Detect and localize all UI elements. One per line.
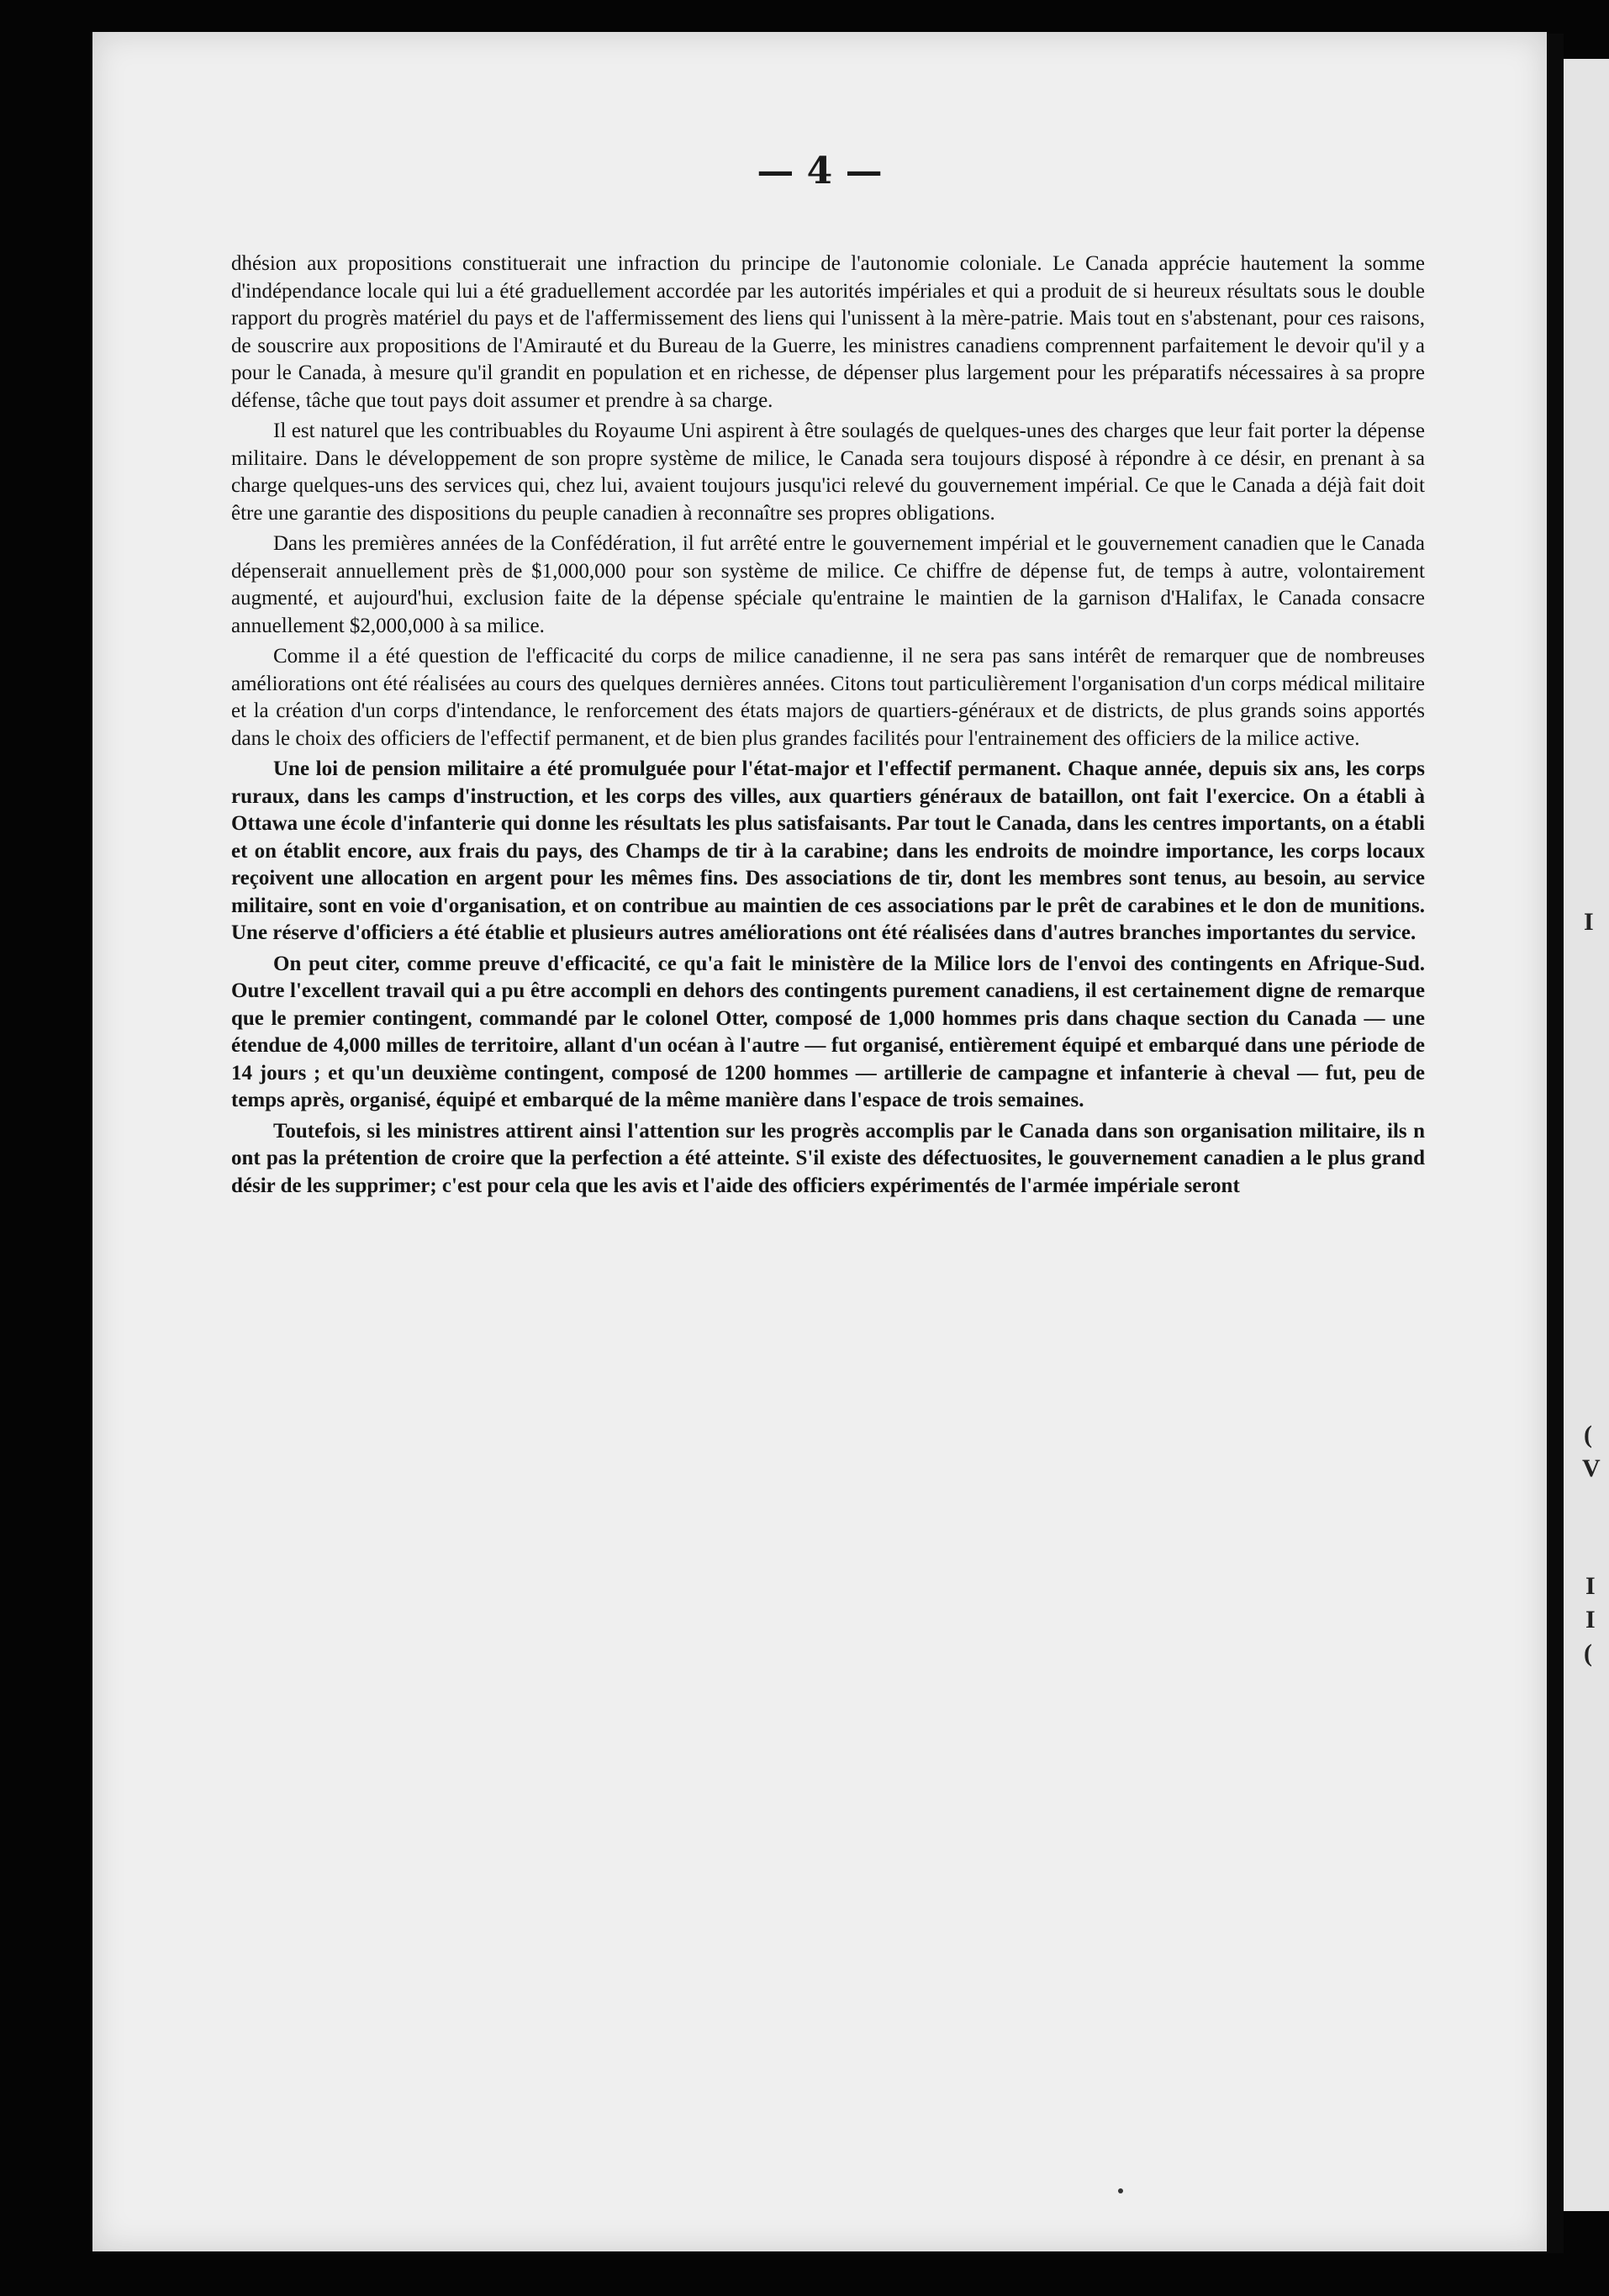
edge-mark-6: ( [1584, 1639, 1592, 1667]
body-text [231, 251, 1425, 1203]
ink-speck [1118, 2188, 1123, 2193]
paragraph-5: Une loi de pension militaire a été promulguée pour l'état-major et l'effectif permanent. Chaque année, depuis six ans, les corps ruraux, dans les camps d'instruction, et les corps des villes, aux quartiers généraux de bataillon, ont fait l'exercice. On a établi à Ottawa une école d'infanterie qui donne les résultats les plus satisfaisants. Par tout le Canada, dans les centres importants, on a établi et on établit encore, aux frais du pays, des Champs de tir à la carabine; dans les endroits de moindre importance, les corps locaux reçoivent une allocation en argent pour les mêmes fins. Des associations de tir, dont les membres sont tenus, au besoin, au service militaire, sont en voie d'organisation, et on contribue au maintien de ces associations par le prêt de carabines et le don de munitions. Une réserve d'officiers a été établie et plusieurs autres améliorations ont été réalisées dans d'autres branches importantes du service. [231, 757, 1425, 944]
paragraph-2: Il est naturel que les contribuables du Royaume Uni aspirent à être soulagés de quelques-unes des charges que leur fait porter la dépense militaire. Dans le développement de son propre système de milice, le Canada sera toujours disposé à répondre à ce désir, en prenant à sa charge quelques-uns des services qui, chez lui, avaient toujours jusqu'ici relevé du gouvernement impérial. Ce que le Canada a déjà fait doit être une garantie des dispositions du peuple canadien à reconnaître ses propres obligations. [231, 420, 1425, 525]
edge-mark-3: V [1582, 1454, 1601, 1482]
edge-mark-2: ( [1584, 1421, 1592, 1449]
edge-mark-4: I [1585, 1572, 1596, 1600]
document-page [92, 32, 1547, 2251]
paragraph-1: dhésion aux propositions constituerait une infraction du principe de l'autonomie coloniale. Le Canada apprécie hautement la somme d'indépendance locale qui lui a été graduellement accordée par les autorités impériales et qui a produit de si heureux résultats sous le double rapport du progrès matériel du pays et de l'affermissement des liens qui l'unissent à la mère-patrie. Mais tout en s'abstenant, pour ces raisons, de souscrire aux propositions de l'Amirauté et du Bureau de la Guerre, les ministres canadiens comprennent parfaitement le devoir qu'il y a pour le Canada, à mesure qu'il grandit en population et en richesse, de dépenser plus largement pour les préparatifs nécessaires à sa propre défense, tâche que tout pays doit assumer et prendre à sa charge. [231, 252, 1425, 412]
page-number: — 4 — [757, 150, 883, 193]
paragraph-6: On peut citer, comme preuve d'efficacité, ce qu'a fait le ministère de la Milice lors de l'envoi des contingents en Afrique-Sud. Outre l'excellent travail qui a pu être accompli en dehors des contingents purement canadiens, il est certainement digne de remarque que le premier contingent, commandé par le colonel Otter, composé de 1,000 hommes pris dans chaque section du Canada — une étendue de 4,000 milles de territoire, allant d'un océan à l'autre — fut organisé, entièrement équipé et embarqué dans une période de 14 jours ; et qu'un deuxième contingent, composé de 1200 hommes — artillerie de campagne et infanterie à cheval — fut, peu de temps après, organisé, équipé et embarqué de la même manière dans l'espace de trois semaines. [231, 952, 1425, 1111]
edge-mark-1: I [1584, 908, 1594, 936]
edge-mark-5: I [1585, 1606, 1596, 1634]
paragraph-7: Toutefois, si les ministres attirent ainsi l'attention sur les progrès accomplis par le Canada dans son organisation militaire, ils n ont pas la prétention de croire que la perfection a été atteinte. S'il existe des défectuosites, le gouvernement canadien a le plus grand désir de les supprimer; c'est pour cela que les avis et l'aide des officiers expérimentés de l'armée impériale seront [231, 1119, 1425, 1197]
paragraph-3: Dans les premières années de la Confédération, il fut arrêté entre le gouvernement impérial et le gouvernement canadien que le Canada dépenserait annuellement près de $1,000,000 pour son système de milice. Ce chiffre de dépense fut, de temps à autre, volontairement augmenté, et aujourd'hui, exclusion faite de la dépense spéciale qu'entraine le maintien de la garnison d'Halifax, le Canada consacre annuellement $2,000,000 à sa milice. [231, 532, 1425, 637]
page-fold-shadow [1547, 34, 1564, 2253]
paragraph-4: Comme il a été question de l'efficacité du corps de milice canadienne, il ne sera pas sans intérêt de remarquer que de nombreuses améliorations ont été réalisées au cours des quelques dernières années. Citons tout particulièrement l'organisation d'un corps médical militaire et la création d'un corps d'intendance, le renforcement des états majors de quartiers-généraux et de districts, de plus grands soins apportés dans le choix des officiers de l'effectif permanent, et de bien plus grandes facilités pour l'entrainement des officiers de la milice active. [231, 645, 1425, 750]
next-page-edge [1564, 59, 1609, 2211]
